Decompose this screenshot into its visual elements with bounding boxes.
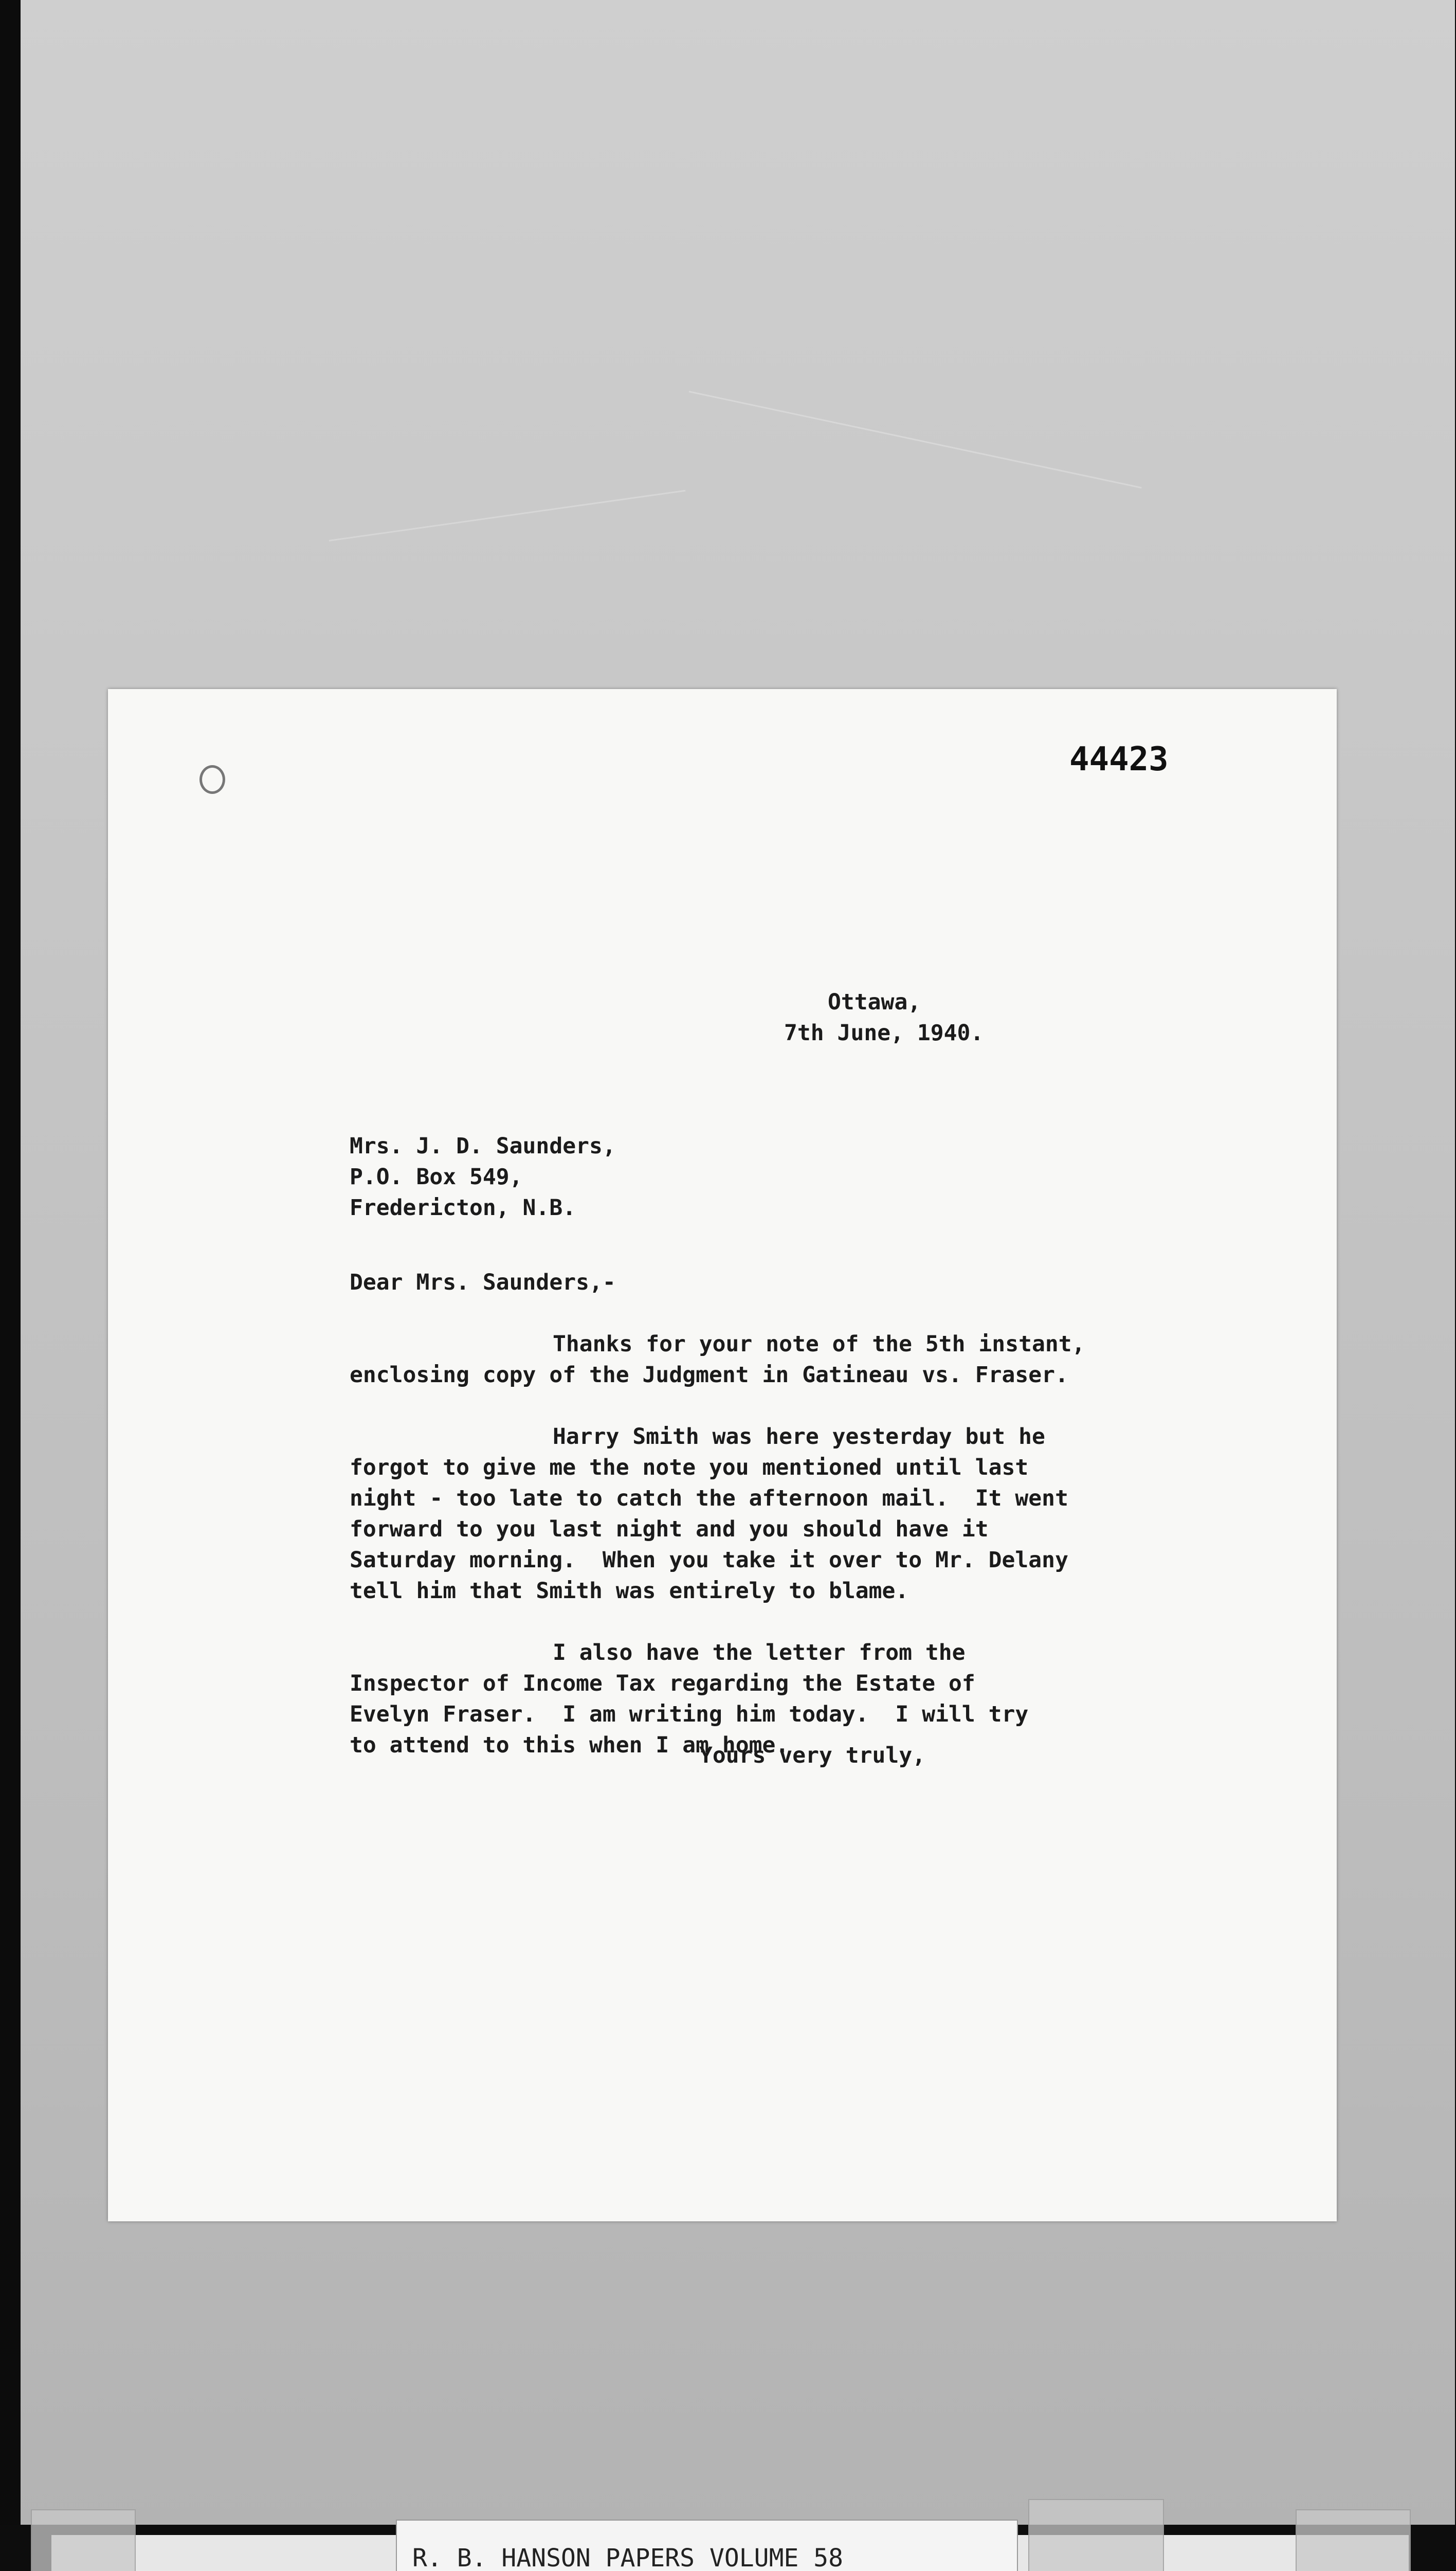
letter-date: 7th June, 1940. xyxy=(784,1020,984,1046)
salutation: Dear Mrs. Saunders,- xyxy=(350,1270,616,1295)
letter-page xyxy=(108,689,1337,2221)
punch-hole-icon xyxy=(199,765,225,794)
paragraph-2-line-2: forgot to give me the note you mentioned until last xyxy=(350,1455,1029,1480)
paragraph-3-line-1: I also have the letter from the xyxy=(553,1640,966,1665)
tape-strip xyxy=(1028,2499,1164,2571)
paragraph-2-line-3: night - too late to catch the afternoon mail. It went xyxy=(350,1486,1068,1511)
paragraph-2-line-1: Harry Smith was here yesterday but he xyxy=(553,1424,1045,1450)
closing: Yours very truly, xyxy=(699,1743,926,1768)
paragraph-3-line-3: Evelyn Fraser. I am writing him today. I will try xyxy=(350,1701,1029,1727)
letter-place: Ottawa, xyxy=(828,989,921,1015)
tape-strip xyxy=(1296,2509,1411,2571)
recipient-city: Fredericton, N.B. xyxy=(350,1195,576,1221)
recipient-name: Mrs. J. D. Saunders, xyxy=(350,1133,616,1159)
paragraph-2-line-5: Saturday morning. When you take it over to Mr. Delany xyxy=(350,1547,1068,1573)
board-crease xyxy=(329,490,686,541)
tape-strip xyxy=(31,2509,136,2571)
paragraph-1-line-1: Thanks for your note of the 5th instant, xyxy=(553,1331,1085,1357)
paragraph-1-line-2: enclosing copy of the Judgment in Gatineau vs. Fraser. xyxy=(350,1362,1068,1388)
board-crease xyxy=(689,391,1142,488)
recipient-box: P.O. Box 549, xyxy=(350,1164,523,1190)
paragraph-2-line-4: forward to you last night and you should have it xyxy=(350,1516,989,1542)
document-number: 44423 xyxy=(1069,740,1169,778)
paragraph-2-line-6: tell him that Smith was entirely to blame. xyxy=(350,1578,909,1604)
volume-label: R. B. HANSON PAPERS VOLUME 58 xyxy=(396,2520,1018,2571)
paragraph-3-line-4: to attend to this when I am home. xyxy=(350,1732,789,1758)
paragraph-3-line-2: Inspector of Income Tax regarding the Estate of xyxy=(350,1671,975,1696)
